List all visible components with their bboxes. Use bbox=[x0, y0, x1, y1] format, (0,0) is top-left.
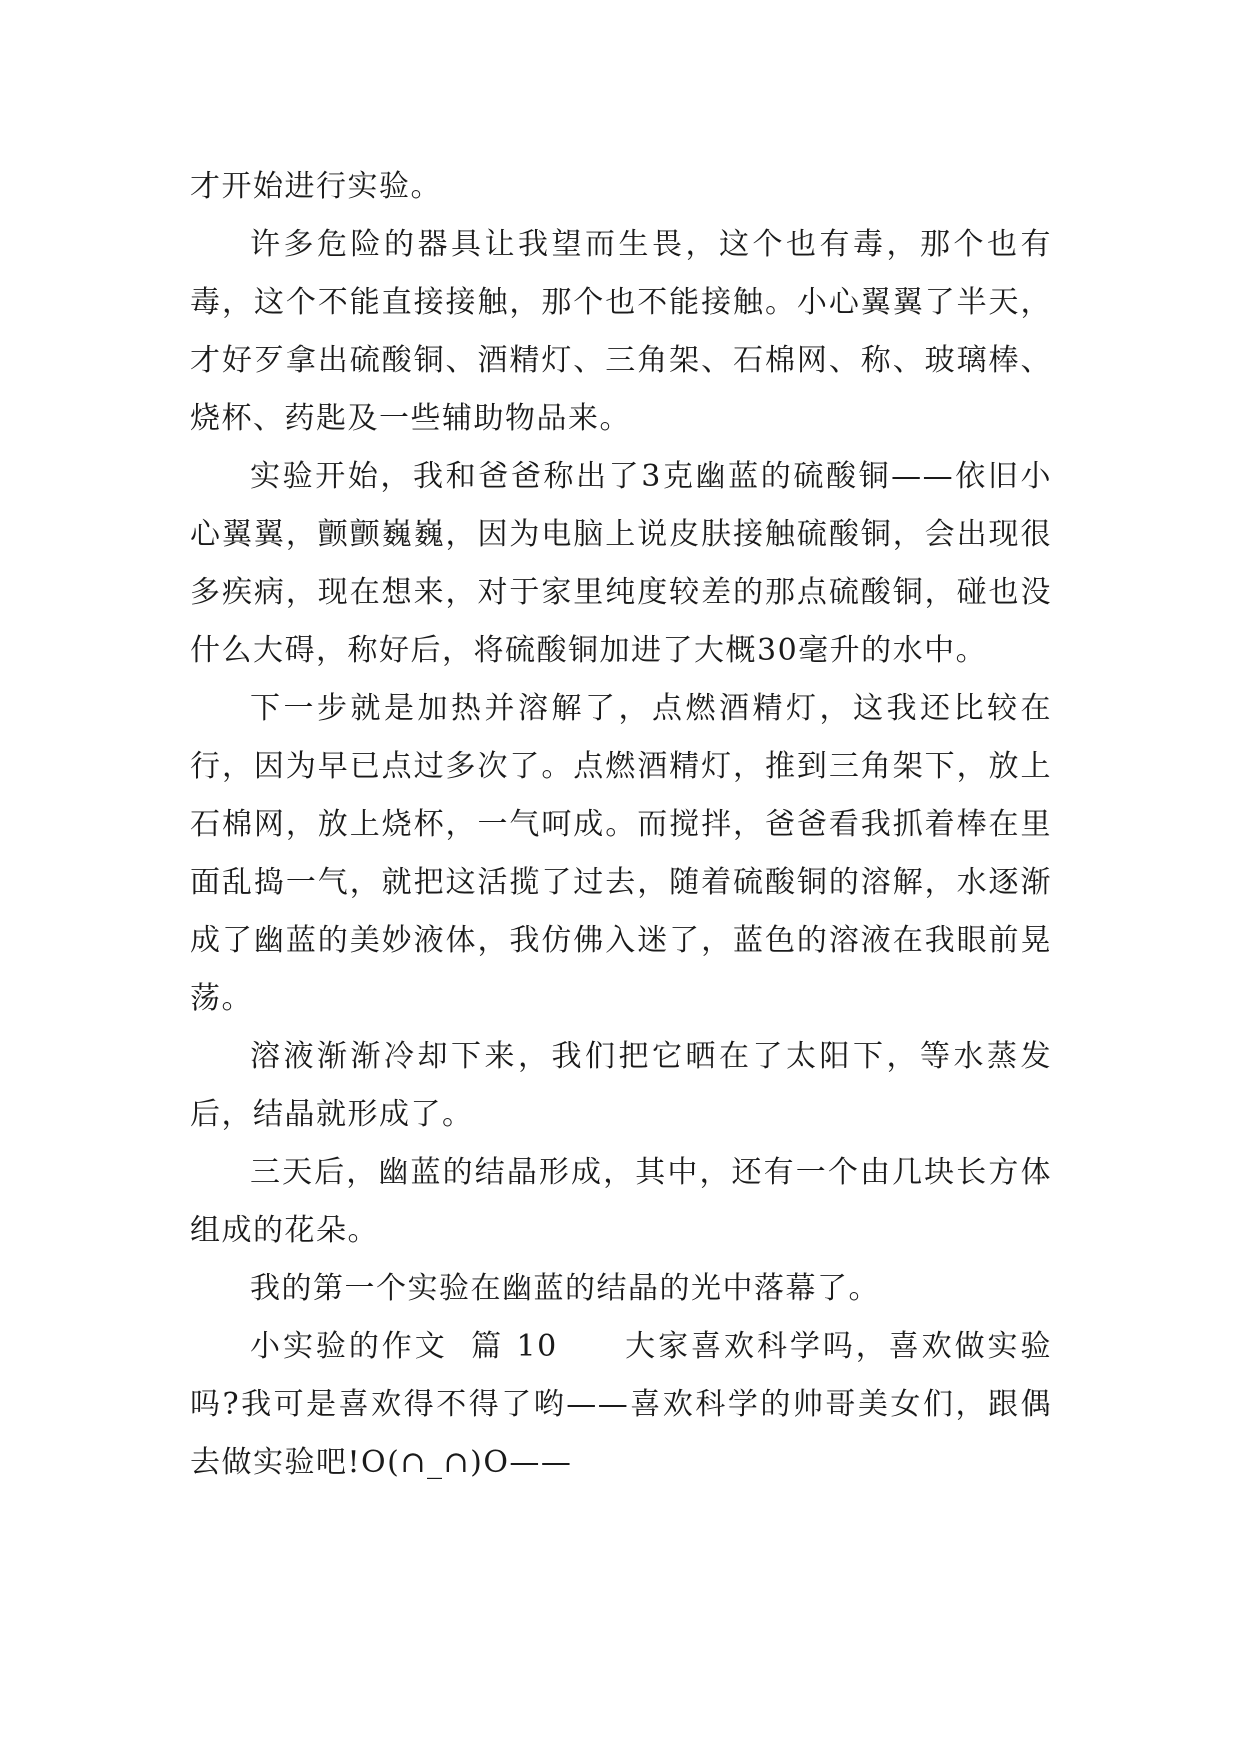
paragraph-6: 三天后，幽蓝的结晶形成，其中，还有一个由几块长方体组成的花朵。 bbox=[190, 1155, 1052, 1248]
paragraph-7: 我的第一个实验在幽蓝的结晶的光中落幕了。 bbox=[250, 1271, 880, 1306]
paragraph-4: 下一步就是加热并溶解了，点燃酒精灯，这我还比较在行，因为早已点过多次了。点燃酒精灯，推到三角架下，放上石棉网，放上烧杯，一气呵成。而搅拌，爸爸看我抓着棒在里面乱捣一气，就把这活揽了过去，随着硫酸铜的溶解，水逐渐成了幽蓝的美妙液体，我仿佛入迷了，蓝色的溶液在我眼前晃荡。 bbox=[190, 691, 1052, 1016]
paragraph-2: 许多危险的器具让我望而生畏，这个也有毒，那个也有毒，这个不能直接接触，那个也不能接触。小心翼翼了半天，才好歹拿出硫酸铜、酒精灯、三角架、石棉网、称、玻璃棒、烧杯、药匙及一些辅助物品来。 bbox=[190, 227, 1052, 436]
essay-heading-paragraph bbox=[190, 1318, 1052, 1492]
paragraph-5: 溶液渐渐冷却下来，我们把它晒在了太阳下，等水蒸发后，结晶就形成了。 bbox=[190, 1039, 1052, 1132]
paragraph-3: 实验开始，我和爸爸称出了3克幽蓝的硫酸铜——依旧小心翼翼，颤颤巍巍，因为电脑上说皮肤接触硫酸铜，会出现很多疾病，现在想来，对于家里纯度较差的那点硫酸铜，碰也没什么大碍，称好后，将硫酸铜加进了大概30毫升的水中。 bbox=[190, 459, 1052, 668]
last-paragraph: 大家喜欢科学吗，喜欢做实验吗?我可是喜欢得不得了哟——喜欢科学的帅哥美女们，跟偶去做实验吧!O(∩_∩)O—— bbox=[190, 1329, 1052, 1480]
body-text bbox=[190, 158, 1052, 1492]
paragraph-1: 才开始进行实验。 bbox=[190, 169, 442, 204]
essay-title: 小实验的作文 bbox=[250, 1329, 448, 1364]
essay-section: 篇 10 bbox=[469, 1329, 558, 1364]
